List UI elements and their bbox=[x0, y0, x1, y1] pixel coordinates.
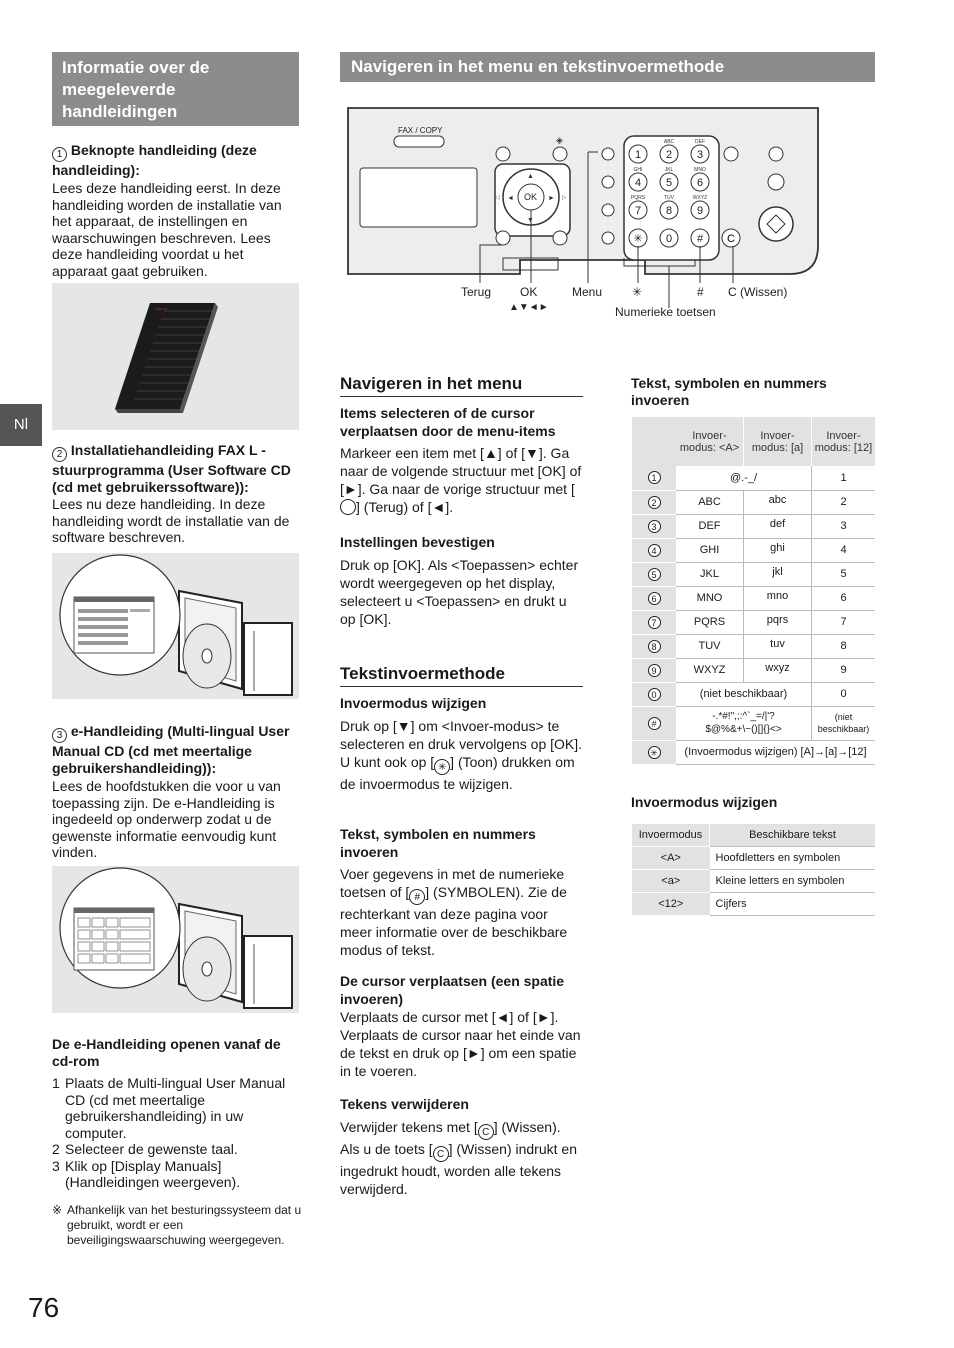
delete-body-a: Verwijder tekens met [ bbox=[340, 1119, 478, 1135]
step-1-text: Plaats de Multi-lingual User Manual CD (cd met meertalige gebruikershandleiding) in uw computer. bbox=[65, 1075, 286, 1141]
svg-text:▼: ▼ bbox=[527, 217, 534, 224]
key-table-row bbox=[632, 740, 875, 764]
os-note bbox=[52, 1203, 302, 1248]
mode-cell: <12> bbox=[632, 893, 710, 916]
key-table-cell: 6 bbox=[812, 586, 876, 610]
symbols-key-icon: # bbox=[409, 889, 425, 905]
key-table-row bbox=[632, 610, 875, 634]
key-table-cell: MNO bbox=[676, 586, 744, 610]
keypad-key-letters: DEF bbox=[695, 139, 705, 145]
key-circle-icon: 1 bbox=[648, 471, 661, 484]
open-manual-steps bbox=[52, 1075, 299, 1191]
keypad-key-label: 1 bbox=[634, 149, 642, 161]
key-table-cell: ABC bbox=[676, 490, 744, 514]
keypad-key-label: # bbox=[696, 233, 704, 245]
start-button[interactable] bbox=[759, 207, 793, 241]
keypad-key-letters: ABC bbox=[663, 139, 675, 145]
header-mode-a: Invoer-modus: [a] bbox=[744, 417, 812, 466]
key-table-cell: WXYZ bbox=[676, 658, 744, 682]
text-enter-title: Tekst, symbolen en nummers invoeren bbox=[340, 826, 536, 860]
keypad-key-label: 7 bbox=[634, 205, 642, 217]
key-table-key bbox=[632, 634, 676, 658]
key-table-row bbox=[632, 586, 875, 610]
fax-copy-button[interactable] bbox=[394, 136, 444, 147]
manual-3-title-text: e-Handleiding (Multi-lingual User Manual CD (cd met meertalige gebruikershandleiding)): bbox=[52, 723, 290, 776]
key-table-key bbox=[632, 706, 676, 740]
keypad-key-label: 0 bbox=[665, 233, 673, 245]
manual-3-body: Lees de hoofdstukken die voor u van toepassing zijn. De e-Handleiding is ingedeeld op onderwerp zodat u de gewenste informatie eenvoudig kunt vinden. bbox=[52, 778, 281, 860]
keypad-key-label: 3 bbox=[696, 149, 704, 161]
key-circle-icon: 6 bbox=[648, 592, 661, 605]
clear-key-icon: C bbox=[478, 1124, 494, 1140]
key-table-key bbox=[632, 562, 676, 586]
manual-1-body: Lees deze handleiding eerst. In deze handleiding worden de installatie van het apparaat, de instellingen en waarschuwingen beschreven. Lees deze handleiding voordat u het apparaat gaat gebruiken. bbox=[52, 180, 282, 279]
key-table-cell: 3 bbox=[812, 514, 876, 538]
lcd-display bbox=[360, 168, 477, 227]
mode-table bbox=[632, 824, 875, 916]
computer-cd-illustration-2 bbox=[52, 866, 299, 1013]
label-hash: # bbox=[697, 285, 704, 299]
nav-select-body-b: ] (Terug) of [◄]. bbox=[356, 499, 454, 515]
back-key-icon bbox=[340, 499, 356, 515]
keypad-key-letters: JKL bbox=[664, 167, 674, 173]
mode-table-title: Invoermodus wijzigen bbox=[631, 794, 778, 810]
booklet-illustration bbox=[52, 283, 299, 430]
control-panel-illustration bbox=[340, 96, 875, 326]
keypad-key-letters: GHI bbox=[633, 167, 643, 173]
mode-table-row bbox=[632, 870, 875, 893]
header-mode-12: Invoer-modus: [12] bbox=[812, 417, 876, 466]
svg-text:◈: ◈ bbox=[556, 135, 563, 145]
key-table-row bbox=[632, 634, 875, 658]
key-table-cell: mno bbox=[744, 586, 812, 610]
text-heading: Tekstinvoermethode bbox=[340, 664, 583, 687]
delete-body-c: ] (Wissen) indrukt en ingedrukt houdt, worden alle tekens verwijderd. bbox=[340, 1141, 577, 1197]
key-table-key bbox=[632, 682, 676, 706]
install-guide-image bbox=[52, 553, 299, 699]
reset-button[interactable] bbox=[769, 147, 783, 161]
clear-key-label: C bbox=[727, 233, 735, 245]
step-2 bbox=[52, 1141, 299, 1158]
address-book-button[interactable] bbox=[602, 148, 614, 160]
key-table-row bbox=[632, 562, 875, 586]
key-table-cell: (niet beschikbaar) bbox=[676, 682, 812, 706]
keypad-key-label: 9 bbox=[696, 205, 704, 217]
key-table-cell: -.*#!",;:^`_=/|'?$@%&+\~()[]{}<> bbox=[676, 706, 812, 740]
key-table-cell: JKL bbox=[676, 562, 744, 586]
e-manual-image bbox=[52, 866, 299, 1013]
label-star: ✳ bbox=[632, 285, 643, 299]
key-table-key bbox=[632, 740, 676, 764]
manual-1-title bbox=[52, 142, 299, 179]
key-table-key bbox=[632, 466, 676, 490]
tone-button[interactable] bbox=[724, 147, 738, 161]
key-circle-icon: 4 bbox=[648, 544, 661, 557]
step-1 bbox=[52, 1075, 299, 1141]
key-circle-icon: 9 bbox=[648, 664, 661, 677]
available-text-cell: Hoofdletters en symbolen bbox=[710, 847, 876, 870]
nav-select-body-a: Markeer een item met [▲] of [▼]. Ga naar de volgende structuur met [OK] of [►]. Ga naar de vorige structuur met [ bbox=[340, 445, 582, 497]
key-table-key bbox=[632, 658, 676, 682]
available-text-cell: Kleine letters en symbolen bbox=[710, 870, 876, 893]
header-mode: Invoermodus bbox=[632, 824, 710, 847]
keypad-key-letters: PQRS bbox=[630, 195, 646, 201]
hook-button[interactable] bbox=[602, 232, 614, 244]
manual-2-body: Lees nu deze handleiding. In deze handleiding wordt de installatie van de software beschreven. bbox=[52, 496, 290, 545]
keypad-key-letters: TUV bbox=[664, 195, 674, 201]
key-table-title: Tekst, symbolen en nummers invoeren bbox=[631, 375, 827, 408]
key-table-cell: TUV bbox=[676, 634, 744, 658]
key-table-row bbox=[632, 682, 875, 706]
label-back: Terug bbox=[461, 285, 492, 299]
key-table-row bbox=[632, 514, 875, 538]
manual-1-number: 1 bbox=[52, 147, 67, 162]
note-text: Afhankelijk van het besturingssysteem dat u gebruikt, wordt er een beveiligingswaarschuwing weergegeven. bbox=[67, 1203, 302, 1247]
manual-2-number: 2 bbox=[52, 447, 67, 462]
key-table-cell: GHI bbox=[676, 538, 744, 562]
key-table-row bbox=[632, 466, 875, 490]
header-mode-A: Invoer-modus: <A> bbox=[676, 417, 744, 466]
step-3-text: Klik op [Display Manuals] (Handleidingen weergeven). bbox=[65, 1157, 241, 1190]
text-mode-title: Invoermodus wijzigen bbox=[340, 695, 487, 711]
note-mark: ※ bbox=[52, 1203, 63, 1217]
key-table-key bbox=[632, 538, 676, 562]
label-numeric-keys: Numerieke toetsen bbox=[615, 305, 716, 319]
quick-guide-image bbox=[52, 283, 299, 430]
key-table-cell: PQRS bbox=[676, 610, 744, 634]
key-table-key bbox=[632, 490, 676, 514]
svg-text:◄: ◄ bbox=[507, 195, 514, 202]
nav-confirm-title: Instellingen bevestigen bbox=[340, 534, 495, 550]
key-circle-icon: 2 bbox=[648, 496, 661, 509]
key-table-cell: 2 bbox=[812, 490, 876, 514]
cursor-title: De cursor verplaatsen (een spatie invoeren) bbox=[340, 973, 565, 1007]
step-3 bbox=[52, 1158, 299, 1191]
key-table-cell: 9 bbox=[812, 658, 876, 682]
open-manual-title: De e-Handleiding openen vanaf de cd-rom bbox=[52, 1036, 281, 1069]
key-table-cell: pqrs bbox=[744, 610, 812, 634]
cursor-body: Verplaats de cursor met [◄] of [►]. Verplaats de cursor naar het einde van de tekst en druk op [►] om een spatie in te voeren. bbox=[340, 1009, 581, 1079]
keypad-key-label: 6 bbox=[696, 177, 704, 189]
mode-cell: <a> bbox=[632, 870, 710, 893]
fax-copy-label bbox=[398, 126, 443, 135]
key-table-cell: (Invoermodus wijzigen) [A]→[a]→[12] bbox=[676, 740, 875, 764]
text-mode-body-b: ] (Toon) drukken om de invoermodus te wijzigen. bbox=[340, 754, 575, 792]
key-table-cell: (niet beschikbaar) bbox=[812, 706, 876, 740]
svg-text:▷: ▷ bbox=[562, 195, 567, 201]
page-number: 76 bbox=[28, 1292, 60, 1323]
keypad-key-label: ✳ bbox=[633, 233, 643, 245]
clear-key-icon-2: C bbox=[433, 1146, 449, 1162]
key-circle-icon: 8 bbox=[648, 640, 661, 653]
text-enter-body-a: Voer gegevens in met de numerieke toetsen of [ bbox=[340, 866, 565, 900]
key-table-row bbox=[632, 490, 875, 514]
control-panel-svg bbox=[340, 96, 875, 326]
key-table-cell: @.-_/ bbox=[676, 466, 812, 490]
stop-button[interactable] bbox=[768, 174, 784, 190]
key-table-key bbox=[632, 514, 676, 538]
key-circle-icon: # bbox=[648, 717, 661, 730]
key-table bbox=[632, 417, 875, 765]
step-1-number: 1 bbox=[52, 1075, 60, 1091]
key-table-cell: wxyz bbox=[744, 658, 812, 682]
keypad-key-label: 8 bbox=[665, 205, 673, 217]
key-table-cell: tuv bbox=[744, 634, 812, 658]
manual-1-title-text: Beknopte handleiding (deze handleiding): bbox=[52, 142, 257, 178]
redial-button[interactable] bbox=[602, 204, 614, 216]
text-mode-body bbox=[340, 717, 583, 793]
manual-3-number: 3 bbox=[52, 728, 67, 743]
tone-key-icon: ✳ bbox=[434, 759, 450, 775]
key-circle-icon: 0 bbox=[648, 688, 661, 701]
key-table-cell: 4 bbox=[812, 538, 876, 562]
cover-label: Canon bbox=[155, 306, 167, 311]
computer-cd-illustration bbox=[52, 553, 299, 699]
key-table-cell: 5 bbox=[812, 562, 876, 586]
key-table-row bbox=[632, 538, 875, 562]
text-enter-body bbox=[340, 865, 583, 959]
key-table-cell: ghi bbox=[744, 538, 812, 562]
mode-table-header bbox=[632, 824, 875, 847]
keypad-key-letters: MNO bbox=[694, 167, 706, 173]
text-enter-body-b: ] (SYMBOLEN). Zie de rechterkant van deze pagina voor meer informatie over de beschikbare modus of tekst. bbox=[340, 884, 568, 958]
svg-text:FAX / COPY: FAX / COPY bbox=[398, 126, 443, 135]
coded-dial-button[interactable] bbox=[602, 176, 614, 188]
label-clear: C (Wissen) bbox=[728, 285, 788, 299]
label-menu: Menu bbox=[572, 285, 603, 299]
energy-button[interactable] bbox=[553, 147, 567, 161]
svg-text:◁: ◁ bbox=[495, 195, 500, 201]
label-arrows: ▲▼◄► bbox=[509, 302, 549, 313]
step-2-text: Selecteer de gewenste taal. bbox=[65, 1141, 238, 1157]
delete-body bbox=[340, 1118, 583, 1198]
header-available-text: Beschikbare tekst bbox=[710, 824, 876, 847]
keypad-key-label: 5 bbox=[665, 177, 673, 189]
manual-2-title-text: Installatiehandleiding FAX L -stuurprogramma (User Software CD (cd met gebruikerssoftware)): bbox=[52, 442, 291, 495]
key-table-corner bbox=[632, 417, 676, 466]
back-button[interactable] bbox=[496, 231, 510, 245]
nav-select-body bbox=[340, 444, 583, 516]
mode-cell: <A> bbox=[632, 847, 710, 870]
key-circle-icon: ✳ bbox=[648, 746, 661, 759]
key-circle-icon: 5 bbox=[648, 568, 661, 581]
svg-text:▲: ▲ bbox=[527, 173, 534, 180]
nav-select-title: Items selecteren of de cursor verplaatsen door de menu-items bbox=[340, 405, 556, 439]
key-table-cell: abc bbox=[744, 490, 812, 514]
step-3-number: 3 bbox=[52, 1157, 60, 1174]
key-table-row bbox=[632, 706, 875, 740]
mode-table-row bbox=[632, 847, 875, 870]
key-table-row bbox=[632, 658, 875, 682]
key-table-key bbox=[632, 610, 676, 634]
step-2-number: 2 bbox=[52, 1141, 60, 1157]
available-text-cell: Cijfers bbox=[710, 893, 876, 916]
keypad-key-label: 4 bbox=[634, 177, 642, 189]
mode-table-row bbox=[632, 893, 875, 916]
status-button[interactable] bbox=[496, 147, 510, 161]
svg-text:►: ► bbox=[548, 195, 555, 202]
key-table-cell: 8 bbox=[812, 634, 876, 658]
label-ok: OK bbox=[520, 285, 538, 299]
key-table-header bbox=[632, 417, 875, 466]
manual-3-title bbox=[52, 723, 299, 776]
key-table-cell: def bbox=[744, 514, 812, 538]
menu-button[interactable] bbox=[553, 231, 567, 245]
key-table-cell: 1 bbox=[812, 466, 876, 490]
key-circle-icon: 7 bbox=[648, 616, 661, 629]
svg-text:OK: OK bbox=[524, 192, 538, 202]
delete-body-b: ] (Wissen). Als u de toets [ bbox=[340, 1119, 561, 1157]
delete-title: Tekens verwijderen bbox=[340, 1096, 469, 1112]
right-section-title: Navigeren in het menu en tekstinvoermethode bbox=[340, 52, 875, 82]
key-table-cell: DEF bbox=[676, 514, 744, 538]
manual-2-title bbox=[52, 442, 299, 495]
keypad-key-label: 2 bbox=[665, 149, 673, 161]
nav-confirm-body: Druk op [OK]. Als <Toepassen> echter wordt weergegeven op het display, selecteert u <Toepassen> en drukt u op [OK]. bbox=[340, 557, 579, 627]
key-table-key bbox=[632, 586, 676, 610]
text-mode-body-a: Druk op [▼] om <Invoer-modus> te selecteren en druk vervolgens op [OK]. U kunt ook op [ bbox=[340, 718, 583, 770]
nav-heading: Navigeren in het menu bbox=[340, 374, 583, 397]
keypad-key-letters: WXYZ bbox=[692, 195, 708, 201]
key-table-cell: 0 bbox=[812, 682, 876, 706]
language-tab: Nl bbox=[0, 404, 42, 446]
key-table-cell: jkl bbox=[744, 562, 812, 586]
key-circle-icon: 3 bbox=[648, 520, 661, 533]
key-table-cell: 7 bbox=[812, 610, 876, 634]
left-section-title: Informatie over de meegeleverde handleidingen bbox=[52, 52, 299, 126]
